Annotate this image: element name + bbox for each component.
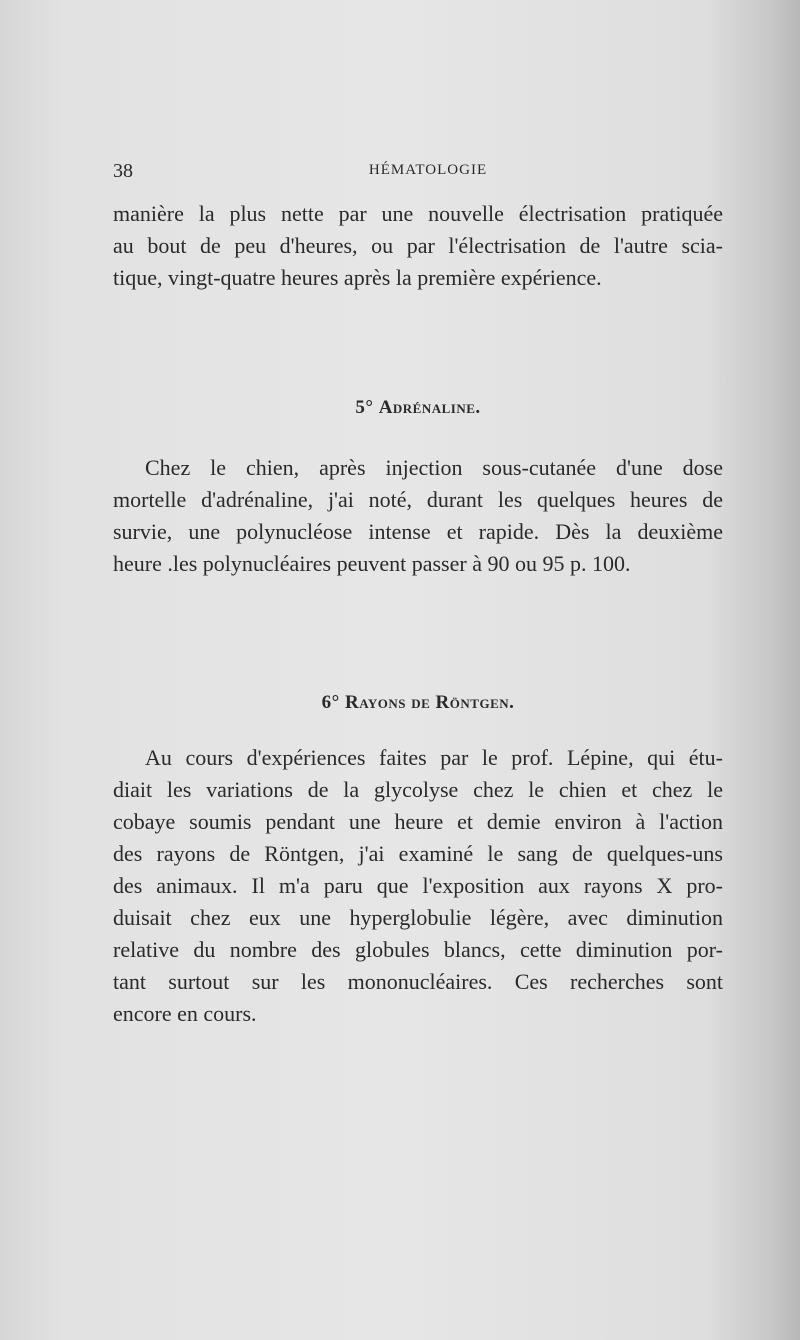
text-line: encore en cours. xyxy=(113,1001,257,1026)
section-heading-rontgen xyxy=(113,692,723,714)
text-line: heure .les polynucléaires peuvent passer à 90 ou 95 p. 100. xyxy=(113,551,631,576)
text-line: au bout de peu d'heures, ou par l'électrisation de l'autre scia- xyxy=(113,233,723,258)
page-number: 38 xyxy=(113,160,133,182)
text-line: survie, une polynucléose intense et rapide. Dès la deuxième xyxy=(113,519,723,544)
text-line: des animaux. Il m'a paru que l'exposition aux rayons X pro- xyxy=(113,873,723,898)
paragraph-continuation xyxy=(113,198,723,294)
running-title: HÉMATOLOGIE xyxy=(368,162,488,178)
text-line: diait les variations de la glycolyse chez le chien et chez le xyxy=(113,777,723,802)
text-line: relative du nombre des globules blancs, cette diminution por- xyxy=(113,937,723,962)
section-heading-adrenaline xyxy=(113,397,723,419)
text-line: Au cours d'expériences faites par le prof. Lépine, qui étu- xyxy=(145,745,723,770)
section-number: 6° xyxy=(321,692,340,713)
section-number: 5° xyxy=(355,397,374,418)
text-line: tique, vingt-quatre heures après la première expérience. xyxy=(113,265,602,290)
text-line: Chez le chien, après injection sous-cutanée d'une dose xyxy=(145,455,723,480)
text-line: mortelle d'adrénaline, j'ai noté, durant les quelques heures de xyxy=(113,487,723,512)
text-line: cobaye soumis pendant une heure et demie environ à l'action xyxy=(113,809,723,834)
text-line: duisait chez eux une hyperglobulie légère, avec diminution xyxy=(113,905,723,930)
paragraph-rontgen xyxy=(113,742,723,1030)
section-title: Adrénaline. xyxy=(378,397,481,418)
text-line: tant surtout sur les mononucléaires. Ces recherches sont xyxy=(113,969,723,994)
page-header xyxy=(113,160,723,188)
text-line: manière la plus nette par une nouvelle électrisation pratiquée xyxy=(113,201,723,226)
section-title: Rayons de Röntgen. xyxy=(344,692,515,713)
text-line: des rayons de Röntgen, j'ai examiné le sang de quelques-uns xyxy=(113,841,723,866)
paragraph-adrenaline xyxy=(113,452,723,580)
